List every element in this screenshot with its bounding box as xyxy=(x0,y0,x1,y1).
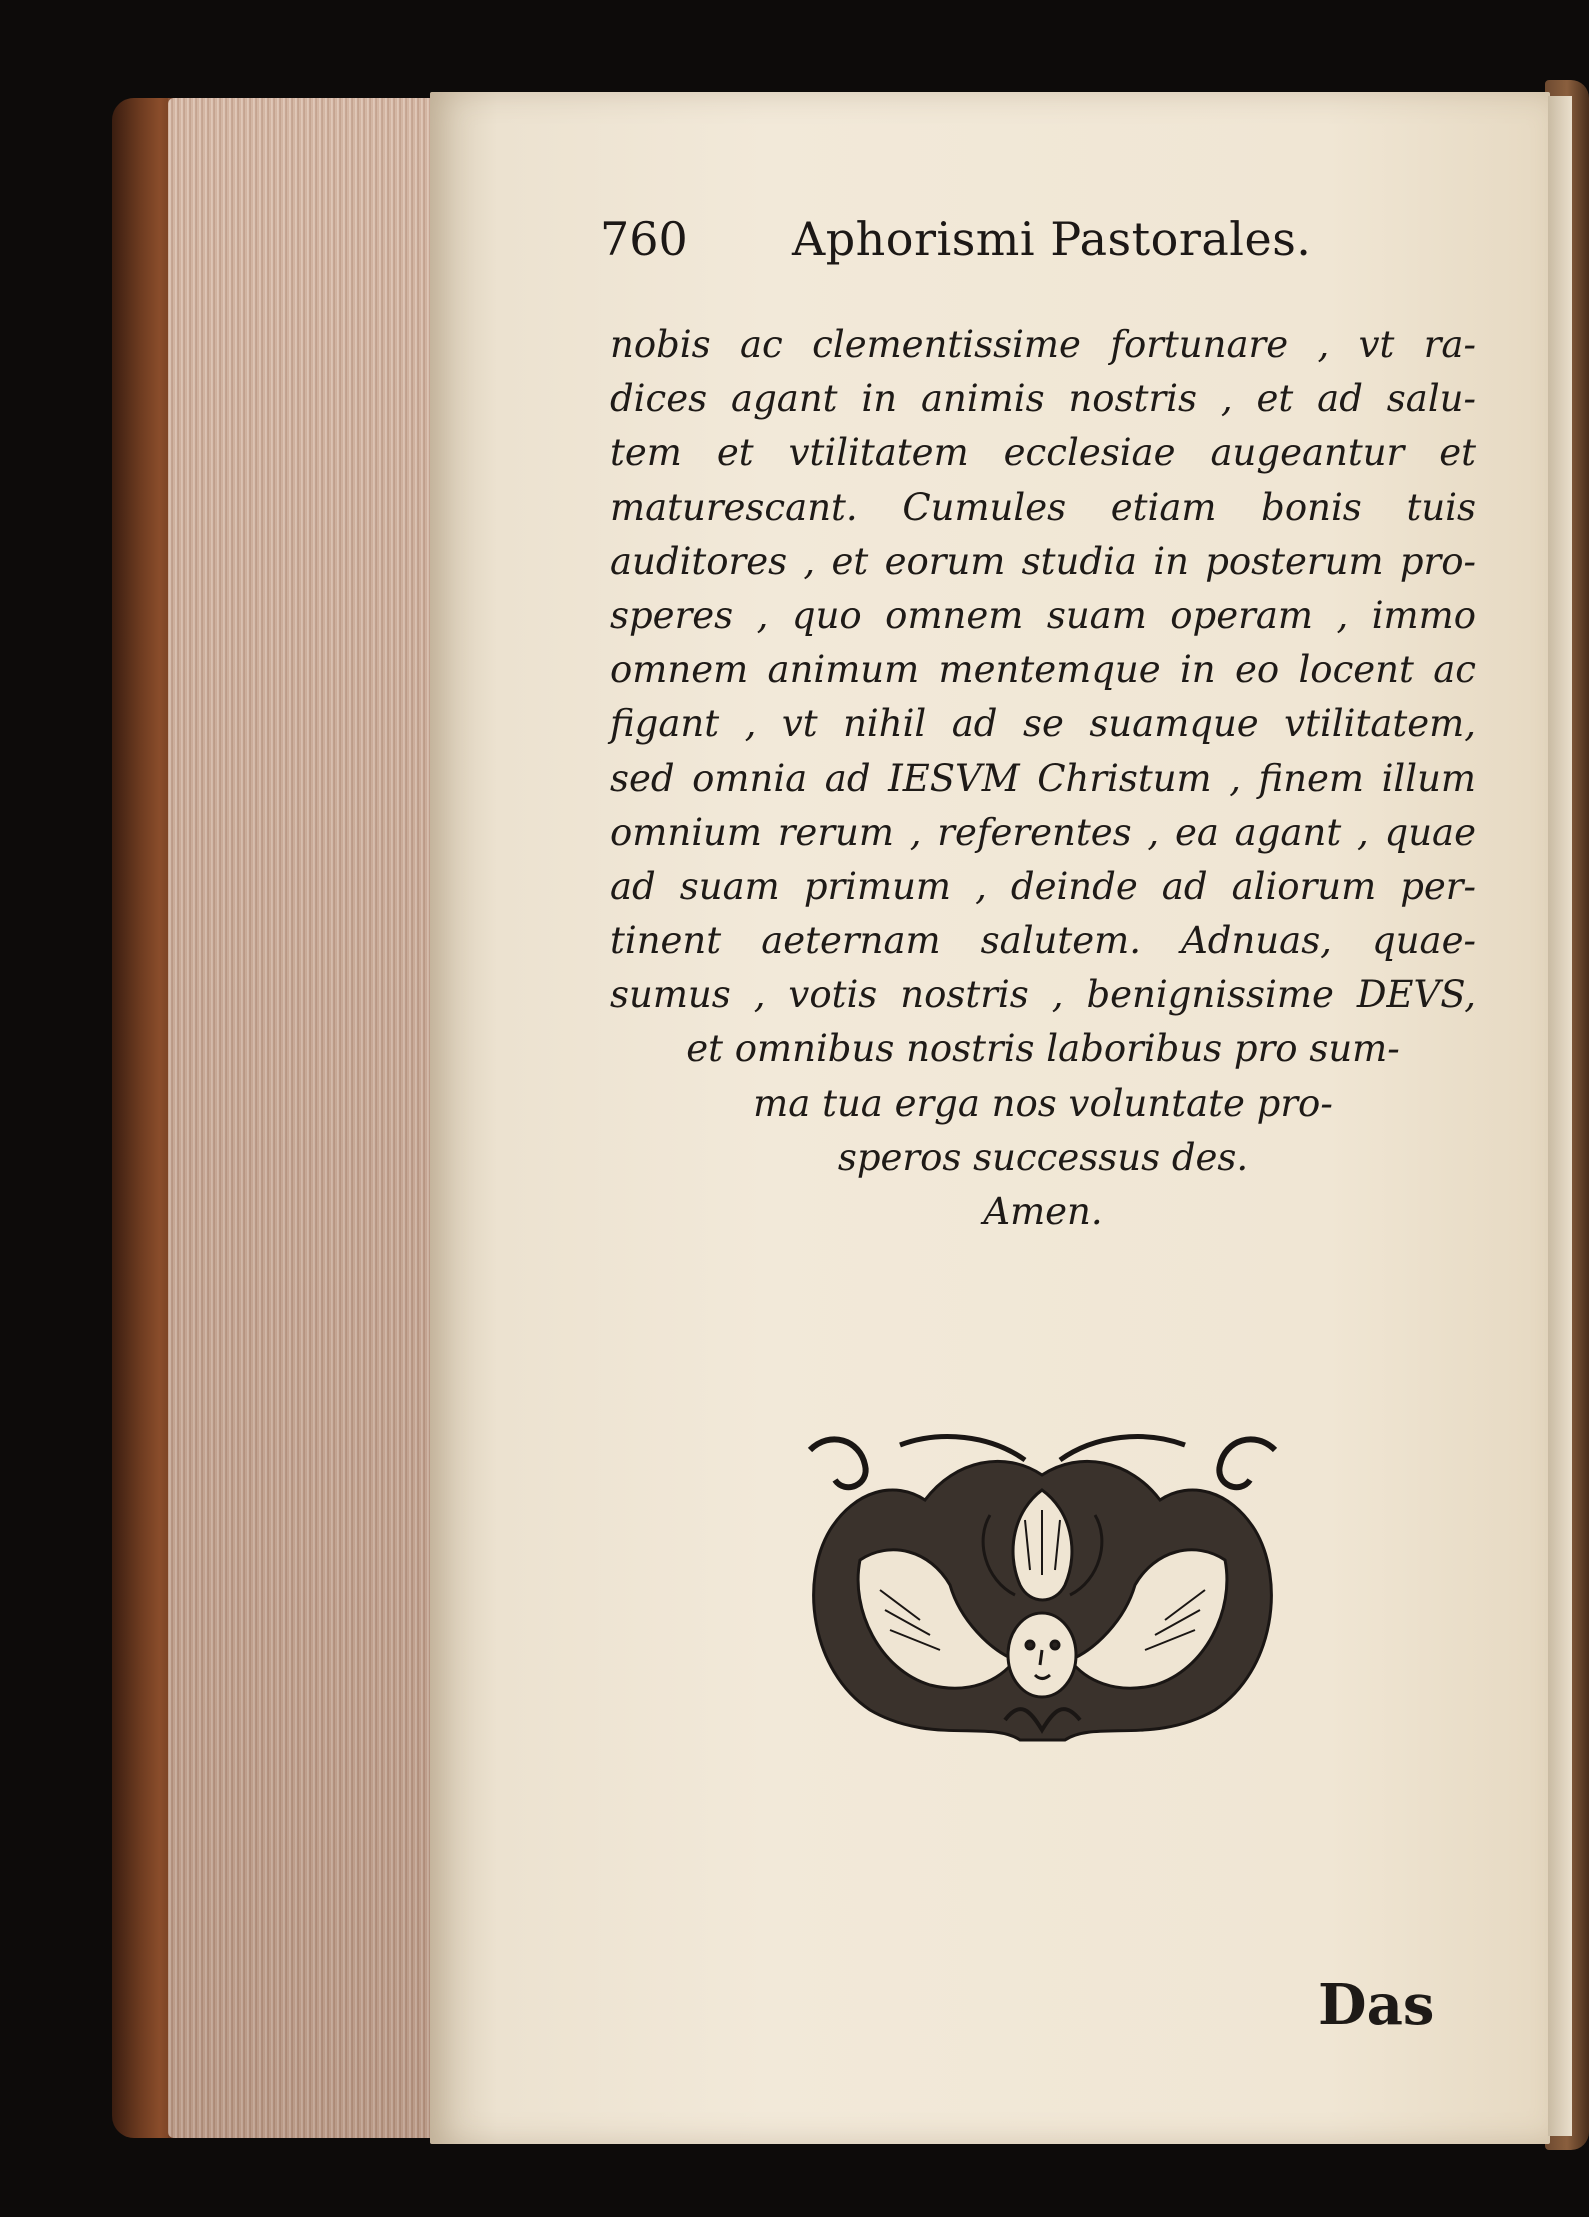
text-line: omnium rerum , referentes , ea agant , quae xyxy=(610,810,1476,854)
page-number: 760 xyxy=(600,212,688,266)
text-line: auditores , et eorum studia in posterum pro- xyxy=(610,539,1476,583)
page-heading: Aphorismi Pastorales. xyxy=(792,212,1312,266)
text-line: tinent aeternam salutem. Adnuas, quae- xyxy=(610,919,1476,963)
text-line: tem et vtilitatem ecclesiae augeantur et xyxy=(610,431,1476,475)
closing-line: ma tua erga nos voluntate pro- xyxy=(753,1081,1333,1125)
text-line: figant , vt nihil ad se suamque vtilitatem, xyxy=(610,702,1476,746)
text-line: dices agant in animis nostris , et ad salu- xyxy=(610,377,1476,421)
page-block-edges xyxy=(168,98,433,2138)
text-line: sumus , votis nostris , benignissime DEVS, xyxy=(610,973,1476,1017)
text-line: omnem animum mentemque in eo locent ac xyxy=(610,648,1476,692)
closing-line: speros successus des. xyxy=(837,1135,1249,1179)
woodcut-ornament xyxy=(790,1420,1295,1750)
facing-page-edge xyxy=(1548,96,1572,2136)
text-line: maturescant. Cumules etiam bonis tuis xyxy=(610,485,1476,529)
text-line: speres , quo omnem suam operam , immo xyxy=(610,593,1476,637)
running-head xyxy=(600,212,1320,282)
text-line: sed omnia ad IESVM Christum , finem illum xyxy=(610,756,1476,800)
catchword: Das xyxy=(1318,1972,1435,2038)
text-line: ad suam primum , deinde ad aliorum per- xyxy=(610,864,1476,908)
text-line: nobis ac clementissime fortunare , vt ra- xyxy=(610,323,1476,366)
body-text xyxy=(610,318,1476,1239)
closing-line: Amen. xyxy=(983,1190,1103,1233)
closing-line: et omnibus nostris laboribus pro sum- xyxy=(686,1027,1400,1071)
